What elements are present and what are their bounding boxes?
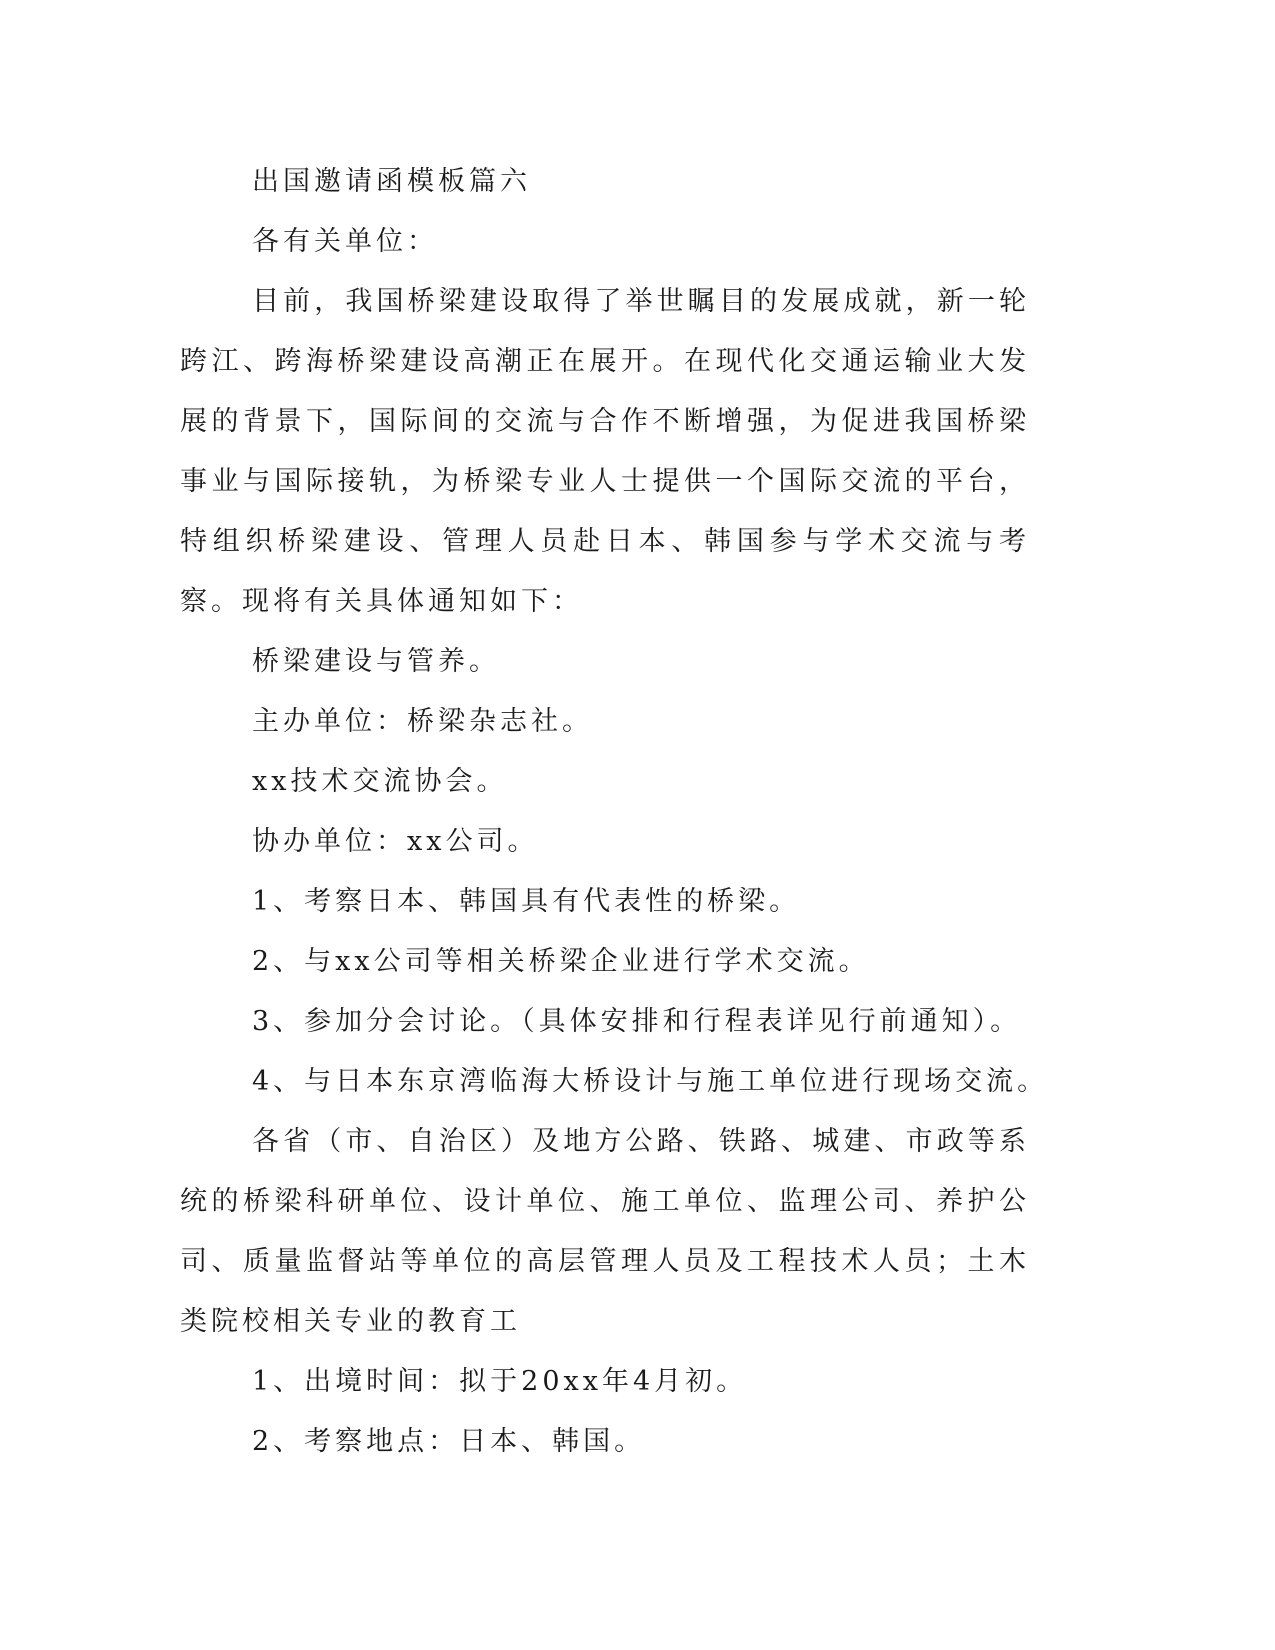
organizer2-line: xx技术交流协会。: [252, 766, 508, 797]
list-item: 1、考察日本、韩国具有代表性的桥梁。: [252, 886, 801, 917]
participants-wrapper: [180, 1112, 1030, 1352]
schedule-item: 1、出境时间：拟于20xx年4月初。: [252, 1366, 748, 1397]
participants-paragraph: 各省（市、自治区）及地方公路、铁路、城建、市政等系统的桥梁科研单位、设计单位、施工单位、监理公司、养护公司、质量监督站等单位的高层管理人员及工程技术人员；土木类院校相关专业的教育工: [180, 1126, 1030, 1337]
document-title: 出国邀请函模板篇六: [252, 166, 531, 197]
list-item: 4、与日本东京湾临海大桥设计与施工单位进行现场交流。: [252, 1066, 1049, 1097]
organizer-line: 主办单位：桥梁杂志社。: [252, 706, 593, 737]
list-item: 3、参加分会讨论。（具体安排和行程表详见行前通知）。: [252, 1006, 1022, 1037]
salutation: 各有关单位：: [252, 226, 438, 257]
intro-paragraph: 目前，我国桥梁建设取得了举世瞩目的发展成就，新一轮跨江、跨海桥梁建设高潮正在展开。在现代化交通运输业大发展的背景下，国际间的交流与合作不断增强，为促进我国桥梁事业与国际接轨，为桥梁专业人士提供一个国际交流的平台，特组织桥梁建设、管理人员赴日本、韩国参与学术交流与考察。现将有关具体通知如下：: [180, 286, 1030, 617]
intro-wrapper: [180, 272, 1030, 632]
schedule-item: 2、考察地点：日本、韩国。: [252, 1426, 646, 1457]
document-body: [180, 160, 1049, 1480]
list-item: 2、与xx公司等相关桥梁企业进行学术交流。: [252, 946, 870, 977]
co-organizer-line: 协办单位：xx公司。: [252, 826, 539, 857]
theme-line: 桥梁建设与管养。: [252, 646, 500, 677]
